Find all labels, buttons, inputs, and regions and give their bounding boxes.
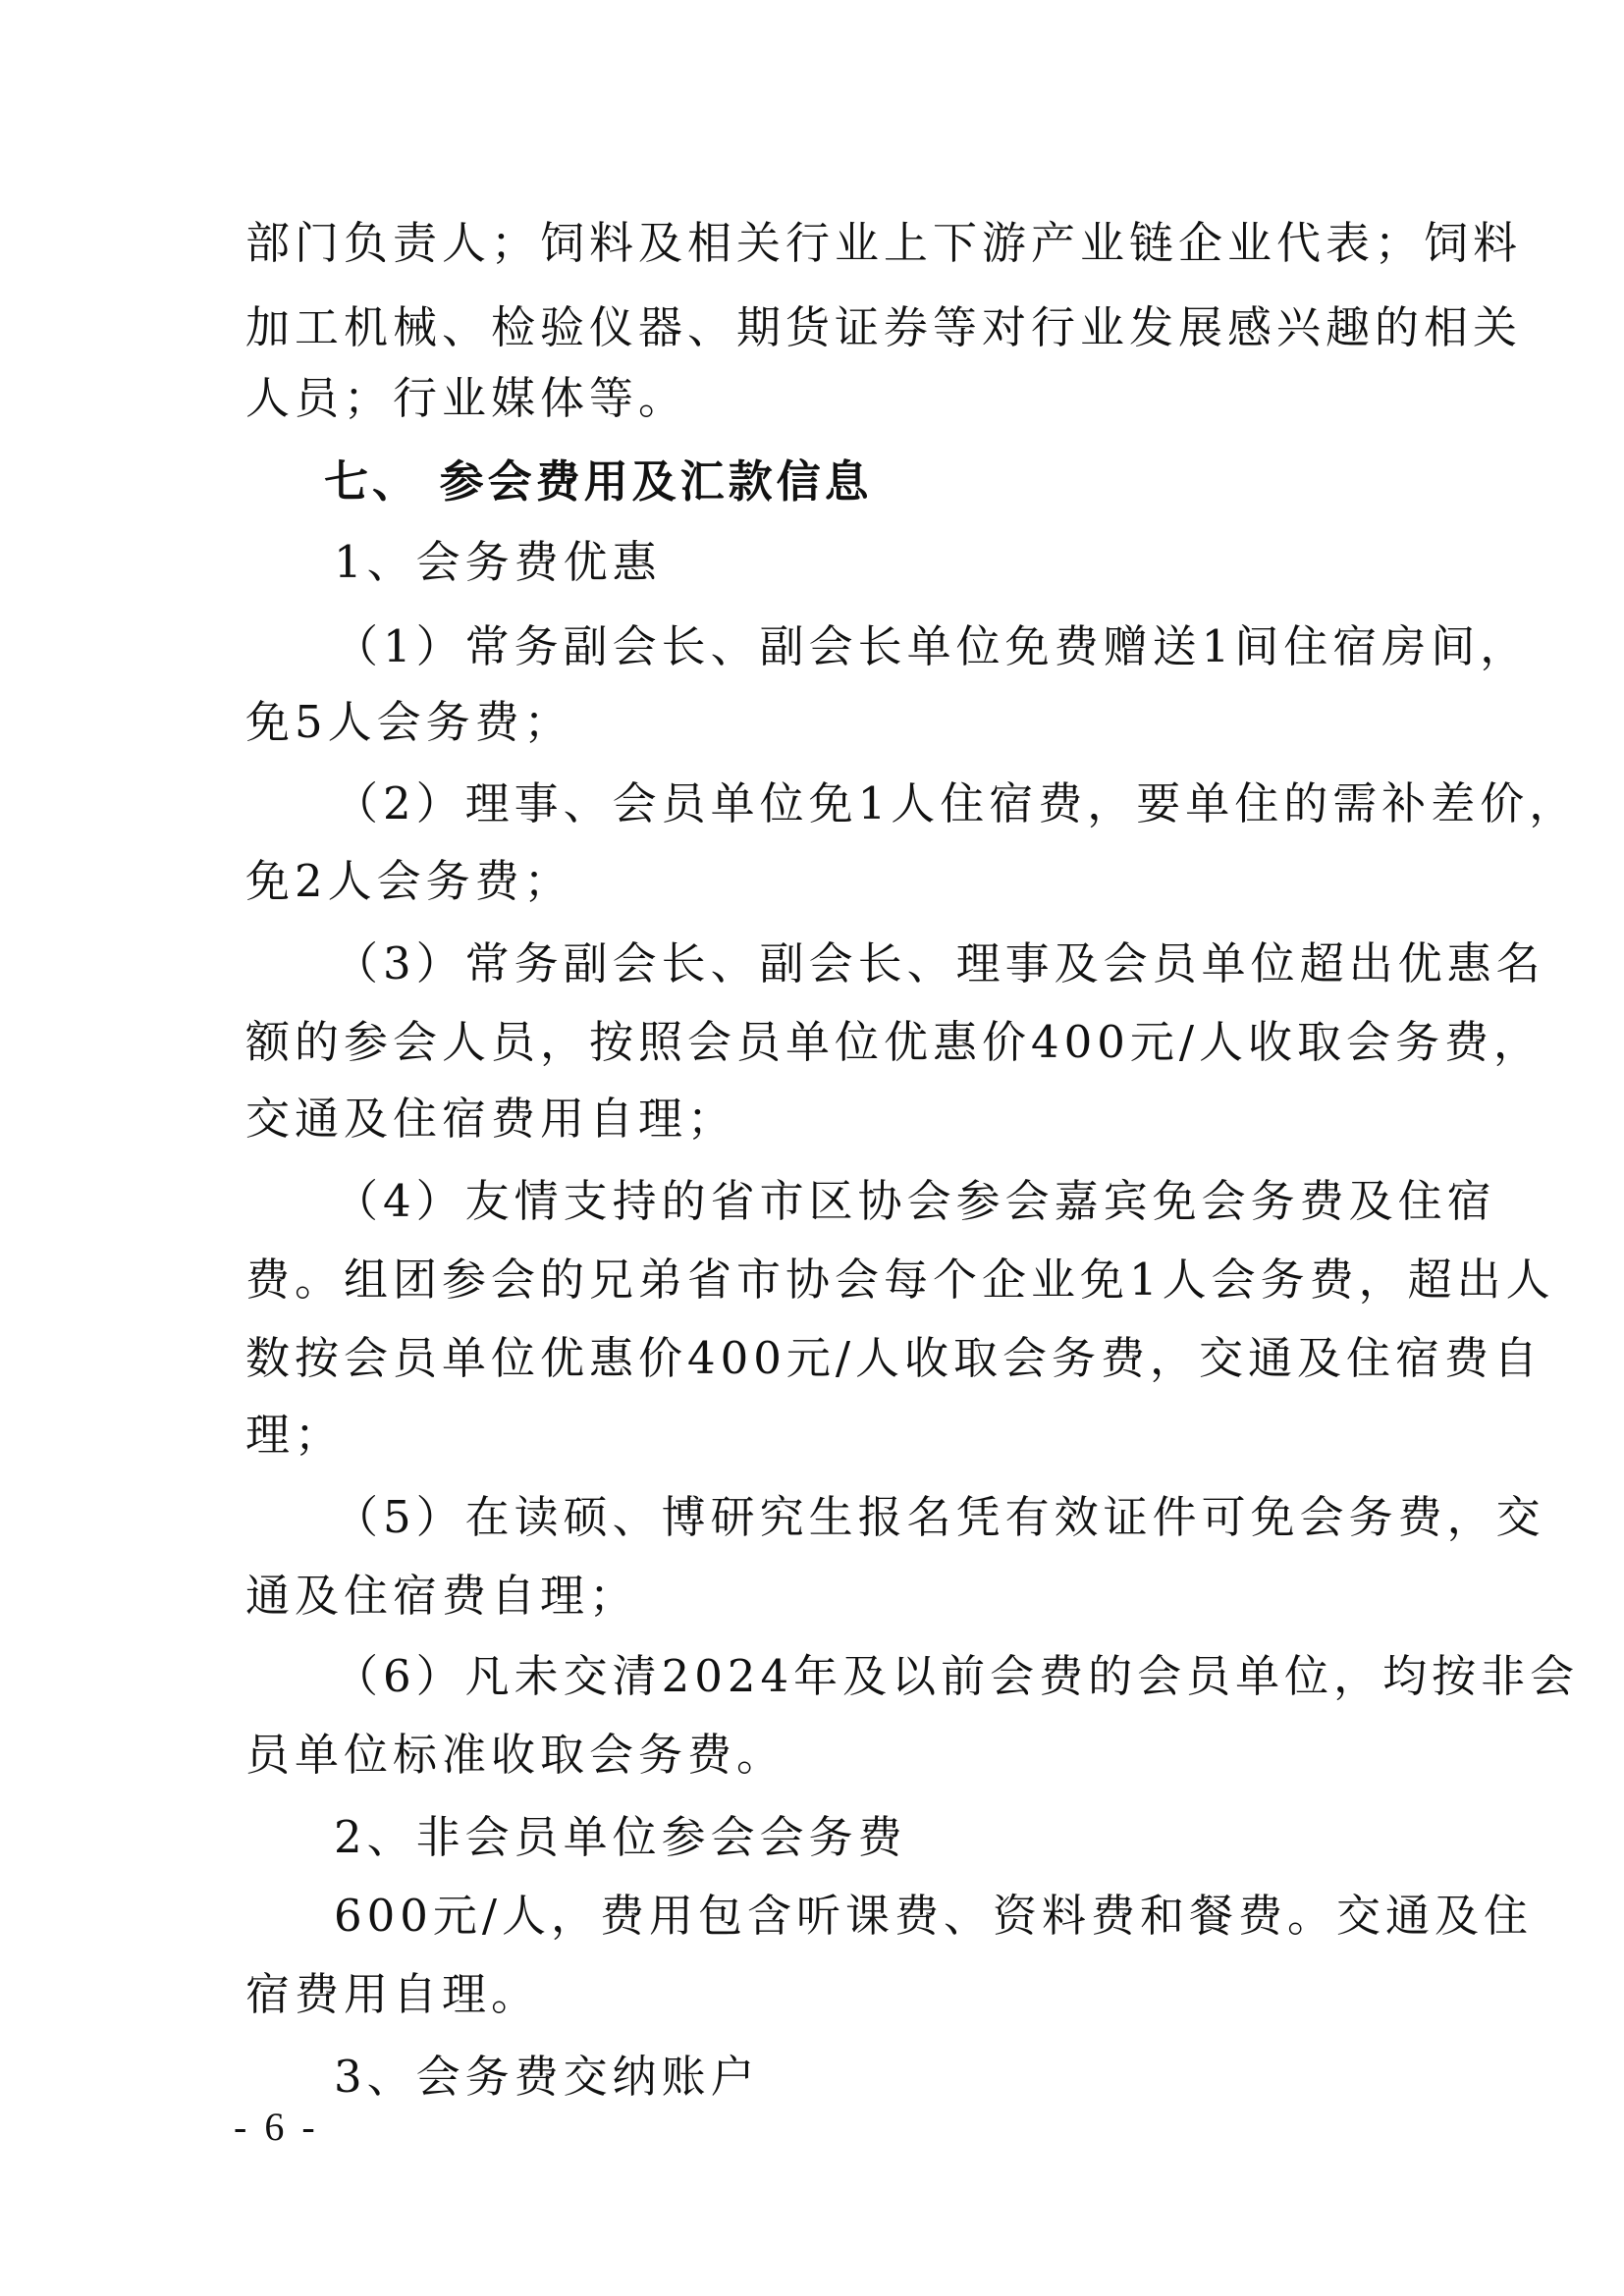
- text-line-9: 免2人会务费；: [245, 855, 573, 907]
- text-line-19: （6）凡未交清2024年及以前会费的会员单位，均按非会: [334, 1650, 1580, 1702]
- text-line-15: 数按会员单位优惠价400元/人收取会务费，交通及住宿费自: [245, 1332, 1543, 1384]
- text-line-11: 额的参会人员，按照会员单位优惠价400元/人收取会务费，: [245, 1016, 1543, 1068]
- text-line-6: （1）常务副会长、副会长单位免费赠送1间住宿房间，: [334, 620, 1530, 672]
- text-line-23: 宿费用自理。: [245, 1968, 541, 2020]
- text-line-10: （3）常务副会长、副会长、理事及会员单位超出优惠名: [334, 937, 1545, 989]
- text-line-7: 免5人会务费；: [245, 696, 573, 748]
- text-line-17: （5）在读硕、博研究生报名凭有效证件可免会务费，交: [334, 1491, 1545, 1543]
- text-line-1: 部门负责人；饲料及相关行业上下游产业链企业代表；饲料: [245, 217, 1523, 269]
- section-heading-7: 七、 参会费用及汇款信息: [324, 455, 873, 507]
- subsection-heading-1: 1、会务费优惠: [334, 536, 662, 588]
- text-line-3: 人员；行业媒体等。: [245, 372, 688, 424]
- page-number: - 6 -: [234, 2105, 319, 2149]
- text-line-12: 交通及住宿费用自理；: [245, 1093, 737, 1145]
- text-line-20: 员单位标准收取会务费。: [245, 1729, 786, 1781]
- subsection-heading-2: 2、非会员单位参会会务费: [334, 1811, 907, 1863]
- subsection-heading-3: 3、会务费交纳账户: [334, 2051, 760, 2103]
- text-line-18: 通及住宿费自理；: [245, 1570, 639, 1622]
- text-line-8: （2）理事、会员单位免1人住宿费，要单住的需补差价，: [334, 777, 1579, 829]
- text-line-14: 费。组团参会的兄弟省市协会每个企业免1人会务费，超出人: [245, 1254, 1555, 1306]
- text-line-2: 加工机械、检验仪器、期货证券等对行业发展感兴趣的相关: [245, 301, 1523, 353]
- text-line-13: （4）友情支持的省市区协会参会嘉宾免会务费及住宿: [334, 1175, 1496, 1227]
- text-line-16: 理；: [245, 1409, 345, 1461]
- text-line-22: 600元/人，费用包含听课费、资料费和餐费。交通及住: [334, 1890, 1534, 1942]
